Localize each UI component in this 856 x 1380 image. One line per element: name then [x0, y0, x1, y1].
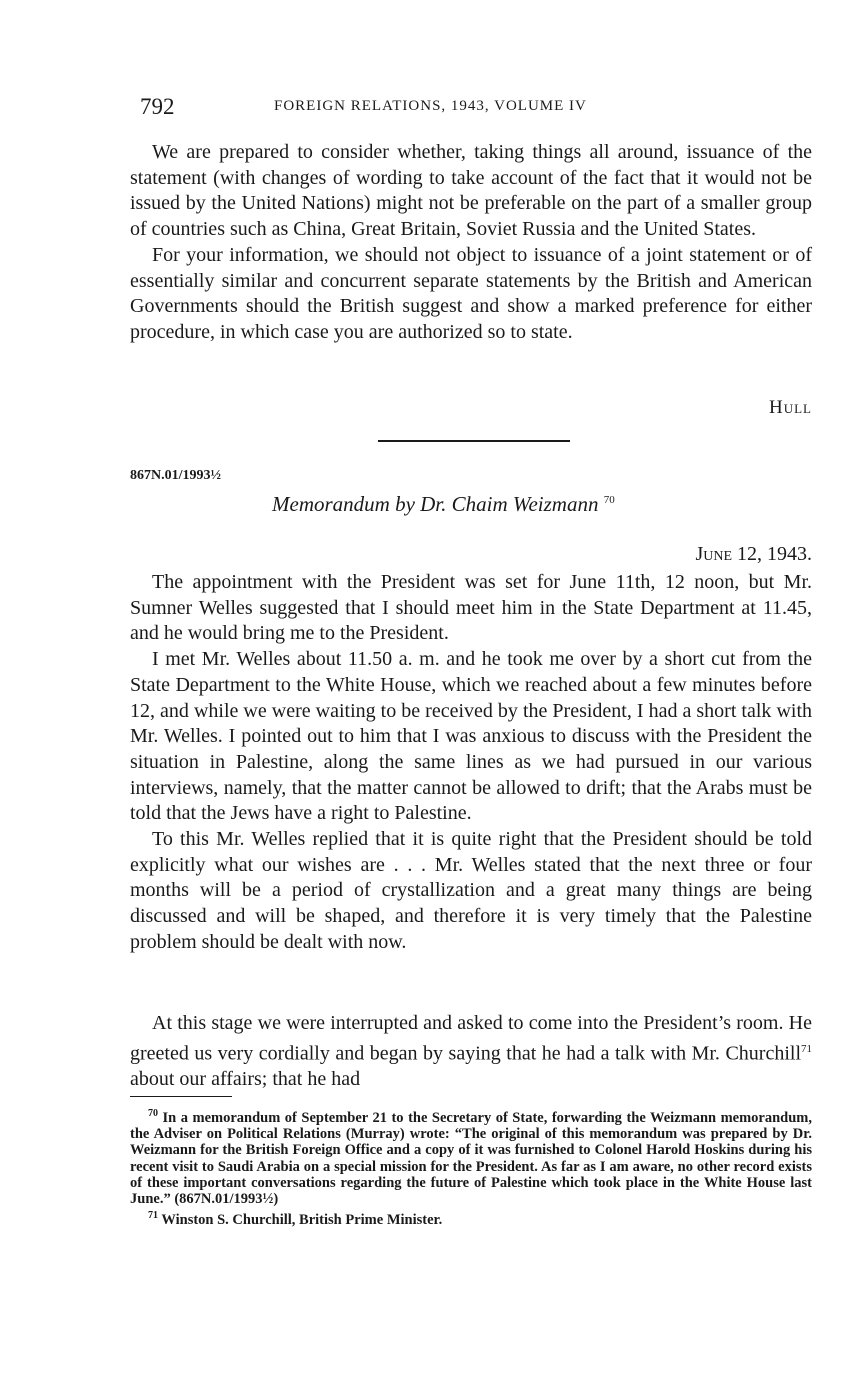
document-title-text: Memorandum by Dr. Chaim Weizmann: [272, 492, 599, 516]
footnotes: [130, 1106, 812, 1228]
footnote-mark: 70: [148, 1108, 158, 1119]
running-head: FOREIGN RELATIONS, 1943, VOLUME IV: [274, 98, 587, 114]
telegram-body: [130, 140, 812, 346]
footnote-ref: 70: [603, 494, 615, 506]
document-title: [272, 492, 615, 517]
footnote-mark: 71: [148, 1209, 158, 1221]
document-date: June 12, 1943.: [695, 543, 812, 565]
footnote: [130, 1106, 812, 1208]
footnote-text: Winston S. Churchill, British Prime Minister.: [161, 1211, 443, 1228]
footnote: [130, 1208, 812, 1228]
memorandum-continued: [130, 1011, 812, 1093]
paragraph-text: At this stage we were interrupted and asked to come into the President’s room. He greeted us very cordially and began by saying that he had a talk with Mr. Churchill: [130, 1012, 812, 1065]
paragraph: The appointment with the President was set for June 11th, 12 noon, but Mr. Sumner Welles suggested that I should meet him in the State Department at 11.45, and he would bring me to the President.: [130, 571, 812, 645]
page-number: 792: [140, 94, 175, 119]
paragraph: For your information, we should not object to issuance of a joint statement or of essentially similar and concurrent separate statements by the British and American Governments should the British suggest and show a marked preference for either procedure, in which case you are authorized so to state.: [130, 243, 812, 343]
paragraph: [130, 1011, 812, 1093]
memorandum-body: [130, 570, 812, 956]
paragraph: We are prepared to consider whether, taking things all around, issuance of the statement (with changes of wording to take account of the fact that it would not be issued by the United Nations) might not be preferable on the part of a smaller group of countries such as China, Great Britain, Soviet Russia and the United States.: [130, 141, 812, 241]
page-header: [140, 94, 812, 122]
footnote-divider: [130, 1096, 232, 1097]
section-divider: [378, 440, 570, 442]
footnote-ref: 71: [801, 1042, 812, 1055]
paragraph: I met Mr. Welles about 11.50 a. m. and he took me over by a short cut from the State Department to the White House, which we reached about a few minutes before 12, and while we were waiting to be received by the President, I had a short talk with Mr. Welles. I pointed out to him that I was anxious to discuss with the President the situation in Palestine, along the same lines as we had pursued in our various interviews, namely, that the matter cannot be allowed to drift; that the Arabs must be told that the Jews have a right to Palestine.: [130, 648, 812, 825]
footnote-text: In a memorandum of September 21 to the Secretary of State, forwarding the Weizmann memorandum, the Adviser on Political Relations (Murray) wrote: “The original of this memorandum was prepared by Dr. Weizmann for the British Foreign Office and a copy of it was furnished to Colonel Harold Hoskins during his recent visit to Saudi Arabia on a special mission for the President. As far as I am aware, no other record exists of these important conversations regarding the future of Palestine which took place in the White House last June.” (867N.01/1993½): [130, 1109, 813, 1208]
signature: Hull: [769, 397, 812, 418]
paragraph-text: about our affairs; that he had: [130, 1068, 361, 1091]
file-number: 867N.01/1993½: [130, 468, 221, 483]
paragraph: To this Mr. Welles replied that it is quite right that the President should be told explicitly what our wishes are . . . Mr. Welles stated that the next three or four months will be a period of crystallization and a great many things are being discussed and will be shaped, and therefore it is very timely that the Palestine problem should be dealt with now.: [130, 828, 812, 953]
